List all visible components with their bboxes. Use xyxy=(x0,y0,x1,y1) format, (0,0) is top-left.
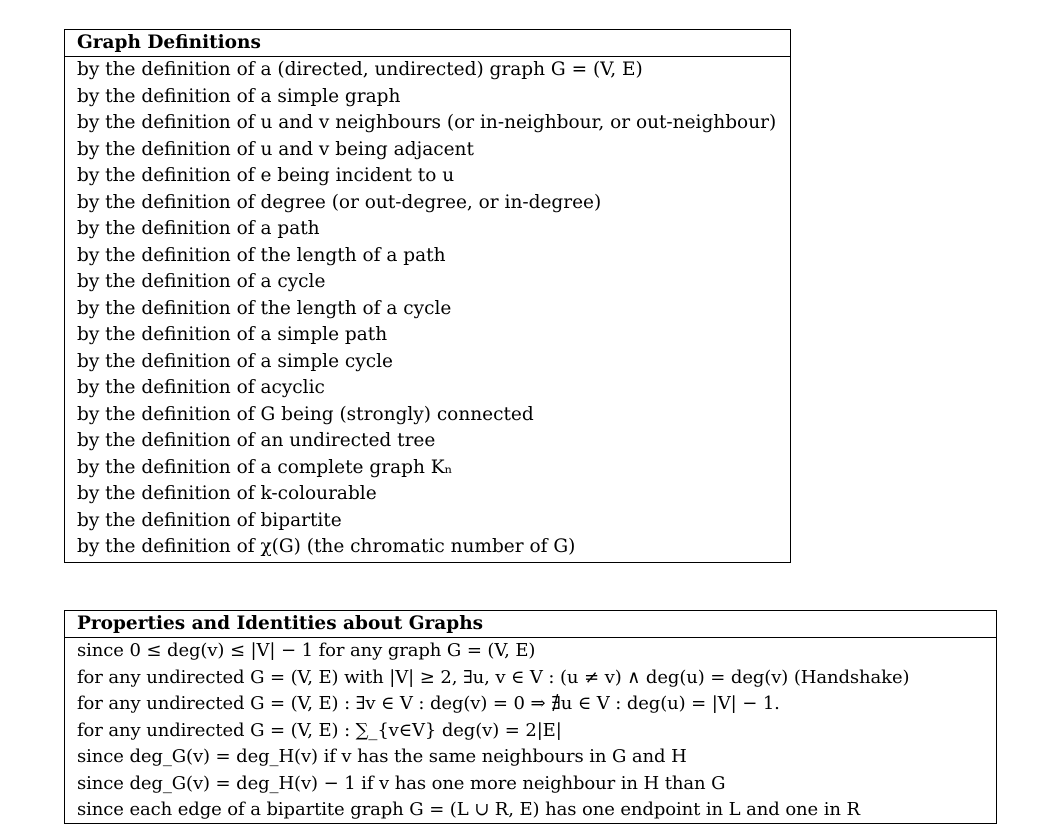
table-row: by the definition of u and v neighbours (or in-neighbour, or out-neighbour) xyxy=(77,112,777,133)
table-row: by the definition of bipartite xyxy=(77,509,342,531)
table-row: by the definition of a complete graph Kₙ xyxy=(77,456,453,478)
table-row: since each edge of a bipartite graph G = (L ∪ R, E) has one endpoint in L and one in R xyxy=(77,799,860,820)
table-row: for any undirected G = (V, E) : ∃v ∈ V : deg(v) = 0 ⇒ ∄u ∈ V : deg(u) = |V| − 1. xyxy=(77,693,780,714)
table-row: by the definition of the length of a cycle xyxy=(77,297,452,319)
graph-definitions-table xyxy=(64,29,791,563)
graph-properties-table xyxy=(64,610,997,824)
table-row: by the definition of a simple path xyxy=(77,324,388,345)
table-row: by the definition of a cycle xyxy=(77,271,326,292)
table-title: Properties and Identities about Graphs xyxy=(65,611,996,638)
table-row: by the definition of a (directed, undirected) graph G = (V, E) xyxy=(77,59,643,80)
table-title: Graph Definitions xyxy=(65,30,790,57)
table-row: by the definition of χ(G) (the chromatic number of G) xyxy=(77,536,576,557)
table-row: by the definition of a path xyxy=(77,218,320,239)
table-row: by the definition of a simple cycle xyxy=(77,350,393,372)
table-row: by the definition of an undirected tree xyxy=(77,430,436,451)
table-row: by the definition of degree (or out-degree, or in-degree) xyxy=(77,191,602,213)
table-row: by the definition of acyclic xyxy=(77,377,325,398)
table-row: by the definition of u and v being adjacent xyxy=(77,138,474,160)
table-row: since deg_G(v) = deg_H(v) − 1 if v has one more neighbour in H than G xyxy=(77,772,726,794)
table-row: since 0 ≤ deg(v) ≤ |V| − 1 for any graph G = (V, E) xyxy=(77,640,536,661)
table-row: since deg_G(v) = deg_H(v) if v has the same neighbours in G and H xyxy=(77,746,687,767)
table-row: by the definition of a simple graph xyxy=(77,85,401,107)
table-row: for any undirected G = (V, E) : ∑_{v∈V} deg(v) = 2|E| xyxy=(77,719,562,741)
table-row: by the definition of k-colourable xyxy=(77,483,377,504)
table-row: by the definition of the length of a path xyxy=(77,244,446,266)
table-row: by the definition of e being incident to u xyxy=(77,165,455,186)
table-row: by the definition of G being (strongly) connected xyxy=(77,403,534,425)
table-row: for any undirected G = (V, E) with |V| ≥ 2, ∃u, v ∈ V : (u ≠ v) ∧ deg(u) = deg(v) (Handshake) xyxy=(77,666,910,688)
